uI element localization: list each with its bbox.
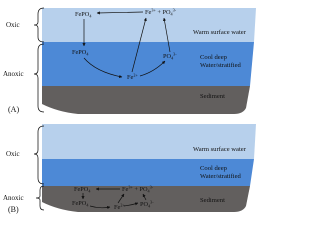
- panel-b-cool-label-1: Cool deep: [200, 165, 227, 172]
- panel-a-warm-label: Warm surface water: [193, 29, 246, 36]
- panel-a-sediment-label: Sediment: [200, 93, 225, 100]
- panel-a: [3, 8, 256, 115]
- panel-a-anoxic-label: Anoxic: [3, 70, 24, 78]
- panel-b-po4-bot: $PO_4^{3-}$: [140, 199, 154, 209]
- panel-b-warm-surface-layer: [42, 124, 256, 159]
- panel-a-label: (A): [8, 105, 20, 114]
- panel-b-anoxic-label: Anoxic: [3, 194, 24, 202]
- panel-a-sediment-layer: [42, 86, 250, 114]
- panel-b: [3, 124, 256, 214]
- panel-a-cool-label-2: Water/stratified: [200, 62, 241, 69]
- panel-b-warm-label: Warm surface water: [193, 146, 246, 153]
- panel-b-fe3-po4: $Fe^{3+} + PO_4^{3-}$: [122, 184, 154, 194]
- panel-b-fe2: $Fe^{2+}$: [114, 202, 125, 211]
- panel-a-fe3-po4: $Fe^{3+} + PO_4^{3-}$: [145, 7, 177, 17]
- panel-b-fepo4-top: FePO$_4$: [74, 186, 91, 194]
- panel-b-fepo4-bot: FePO$_4$: [72, 200, 89, 208]
- panel-a-oxic-label: Oxic: [6, 21, 20, 29]
- panel-b-label: (B): [8, 205, 19, 214]
- panel-b-oxic-label: Oxic: [6, 150, 20, 158]
- panel-a-fepo4-top: FePO$_4$: [75, 11, 92, 19]
- panel-a-po4-mid: $PO_4^{3-}$: [163, 51, 177, 61]
- panel-a-fe2: $Fe^{2+}$: [127, 72, 138, 81]
- panel-a-cool-label-1: Cool deep: [200, 54, 227, 61]
- panel-b-cool-label-2: Water/stratified: [200, 173, 241, 180]
- panel-b-sediment-label: Sediment: [200, 197, 225, 204]
- panel-a-fepo4-mid: FePO$_4$: [72, 49, 89, 57]
